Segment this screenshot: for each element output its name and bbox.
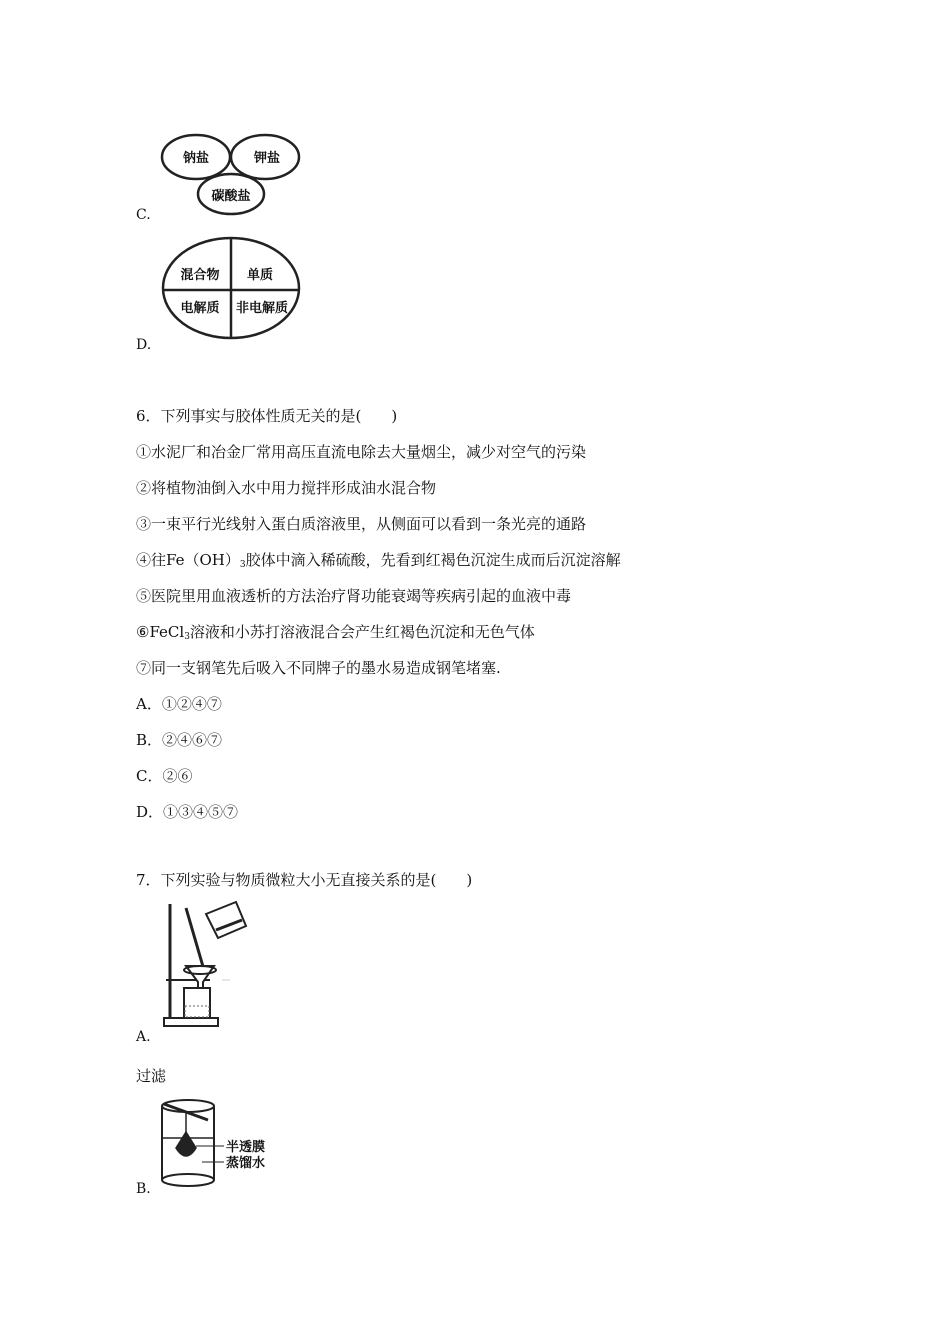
q6-option-b[interactable]: B．②④⑥⑦ [136, 731, 223, 749]
q6-item-6-formula: ⑥FeCl [136, 623, 185, 641]
q6-item-4-subscript: 3 [239, 560, 246, 570]
filtration-apparatus-image [158, 900, 254, 1030]
q6-option-d[interactable]: D．①③④⑤⑦ [136, 803, 239, 821]
q6-item-4-formula: ④往Fe（OH） [136, 551, 240, 569]
q5-option-d-label: D. [136, 337, 152, 353]
q6-item-7: ⑦同一支钢笔先后吸入不同牌子的墨水易造成钢笔堵塞. [136, 659, 501, 677]
q6-item-1: ①水泥厂和冶金厂常用高压直流电除去大量烟尘，减少对空气的污染 [136, 443, 587, 461]
q6-option-c[interactable]: C．②⑥ [136, 767, 193, 785]
venn-salts-diagram [158, 132, 304, 216]
potassium-salt-label: 钾盐 [253, 151, 281, 166]
q6-item-6-text: 溶液和小苏打溶液混合会产生红褐色沉淀和无色气体 [189, 623, 535, 641]
quadrant-ellipse-diagram [160, 236, 302, 342]
q6-item-3: ③一束平行光线射入蛋白质溶液里，从侧面可以看到一条光亮的通路 [136, 515, 587, 533]
q6-stem: 6．下列事实与胶体性质无关的是( ) [136, 407, 398, 425]
q6-option-a[interactable]: A．①②④⑦ [136, 695, 222, 713]
receiving-beaker [184, 988, 210, 1018]
q6-item-4-text: 胶体中滴入稀硫酸，先看到红褐色沉淀生成而后沉淀溶解 [245, 551, 621, 569]
q7-option-a-label: A. [136, 1029, 151, 1045]
q7-option-b-label: B. [136, 1181, 151, 1197]
q6-item-2: ②将植物油倒入水中用力搅拌形成油水混合物 [136, 479, 437, 497]
q6-item-6 [136, 622, 535, 647]
q7-option-a-caption: 过滤 [136, 1067, 167, 1085]
membrane-label: 半透膜 [226, 1140, 266, 1155]
dialysis-apparatus-image [158, 1098, 278, 1188]
carbonate-label: 碳酸盐 [211, 189, 251, 204]
q6-item-6-subscript: 3 [184, 632, 190, 642]
sodium-salt-label: 钠盐 [182, 151, 210, 166]
q5-option-c-label: C. [136, 207, 151, 223]
semipermeable-bag [176, 1132, 196, 1156]
q7-stem: 7．下列实验与物质微粒大小无直接关系的是( ) [136, 871, 473, 889]
glass-rod [186, 908, 204, 970]
distilled-water-label: 蒸馏水 [226, 1156, 266, 1171]
electrolyte-label: 电解质 [180, 301, 220, 316]
q6-item-5: ⑤医院里用血液透析的方法治疗肾功能衰竭等疾病引起的血液中毒 [136, 587, 572, 605]
stand-base [164, 1018, 218, 1026]
element-label: 单质 [246, 268, 274, 283]
cylinder-bottom [162, 1174, 214, 1186]
non-electrolyte-label: 非电解质 [235, 301, 289, 316]
mixture-label: 混合物 [180, 268, 220, 283]
q6-item-4 [136, 550, 621, 575]
